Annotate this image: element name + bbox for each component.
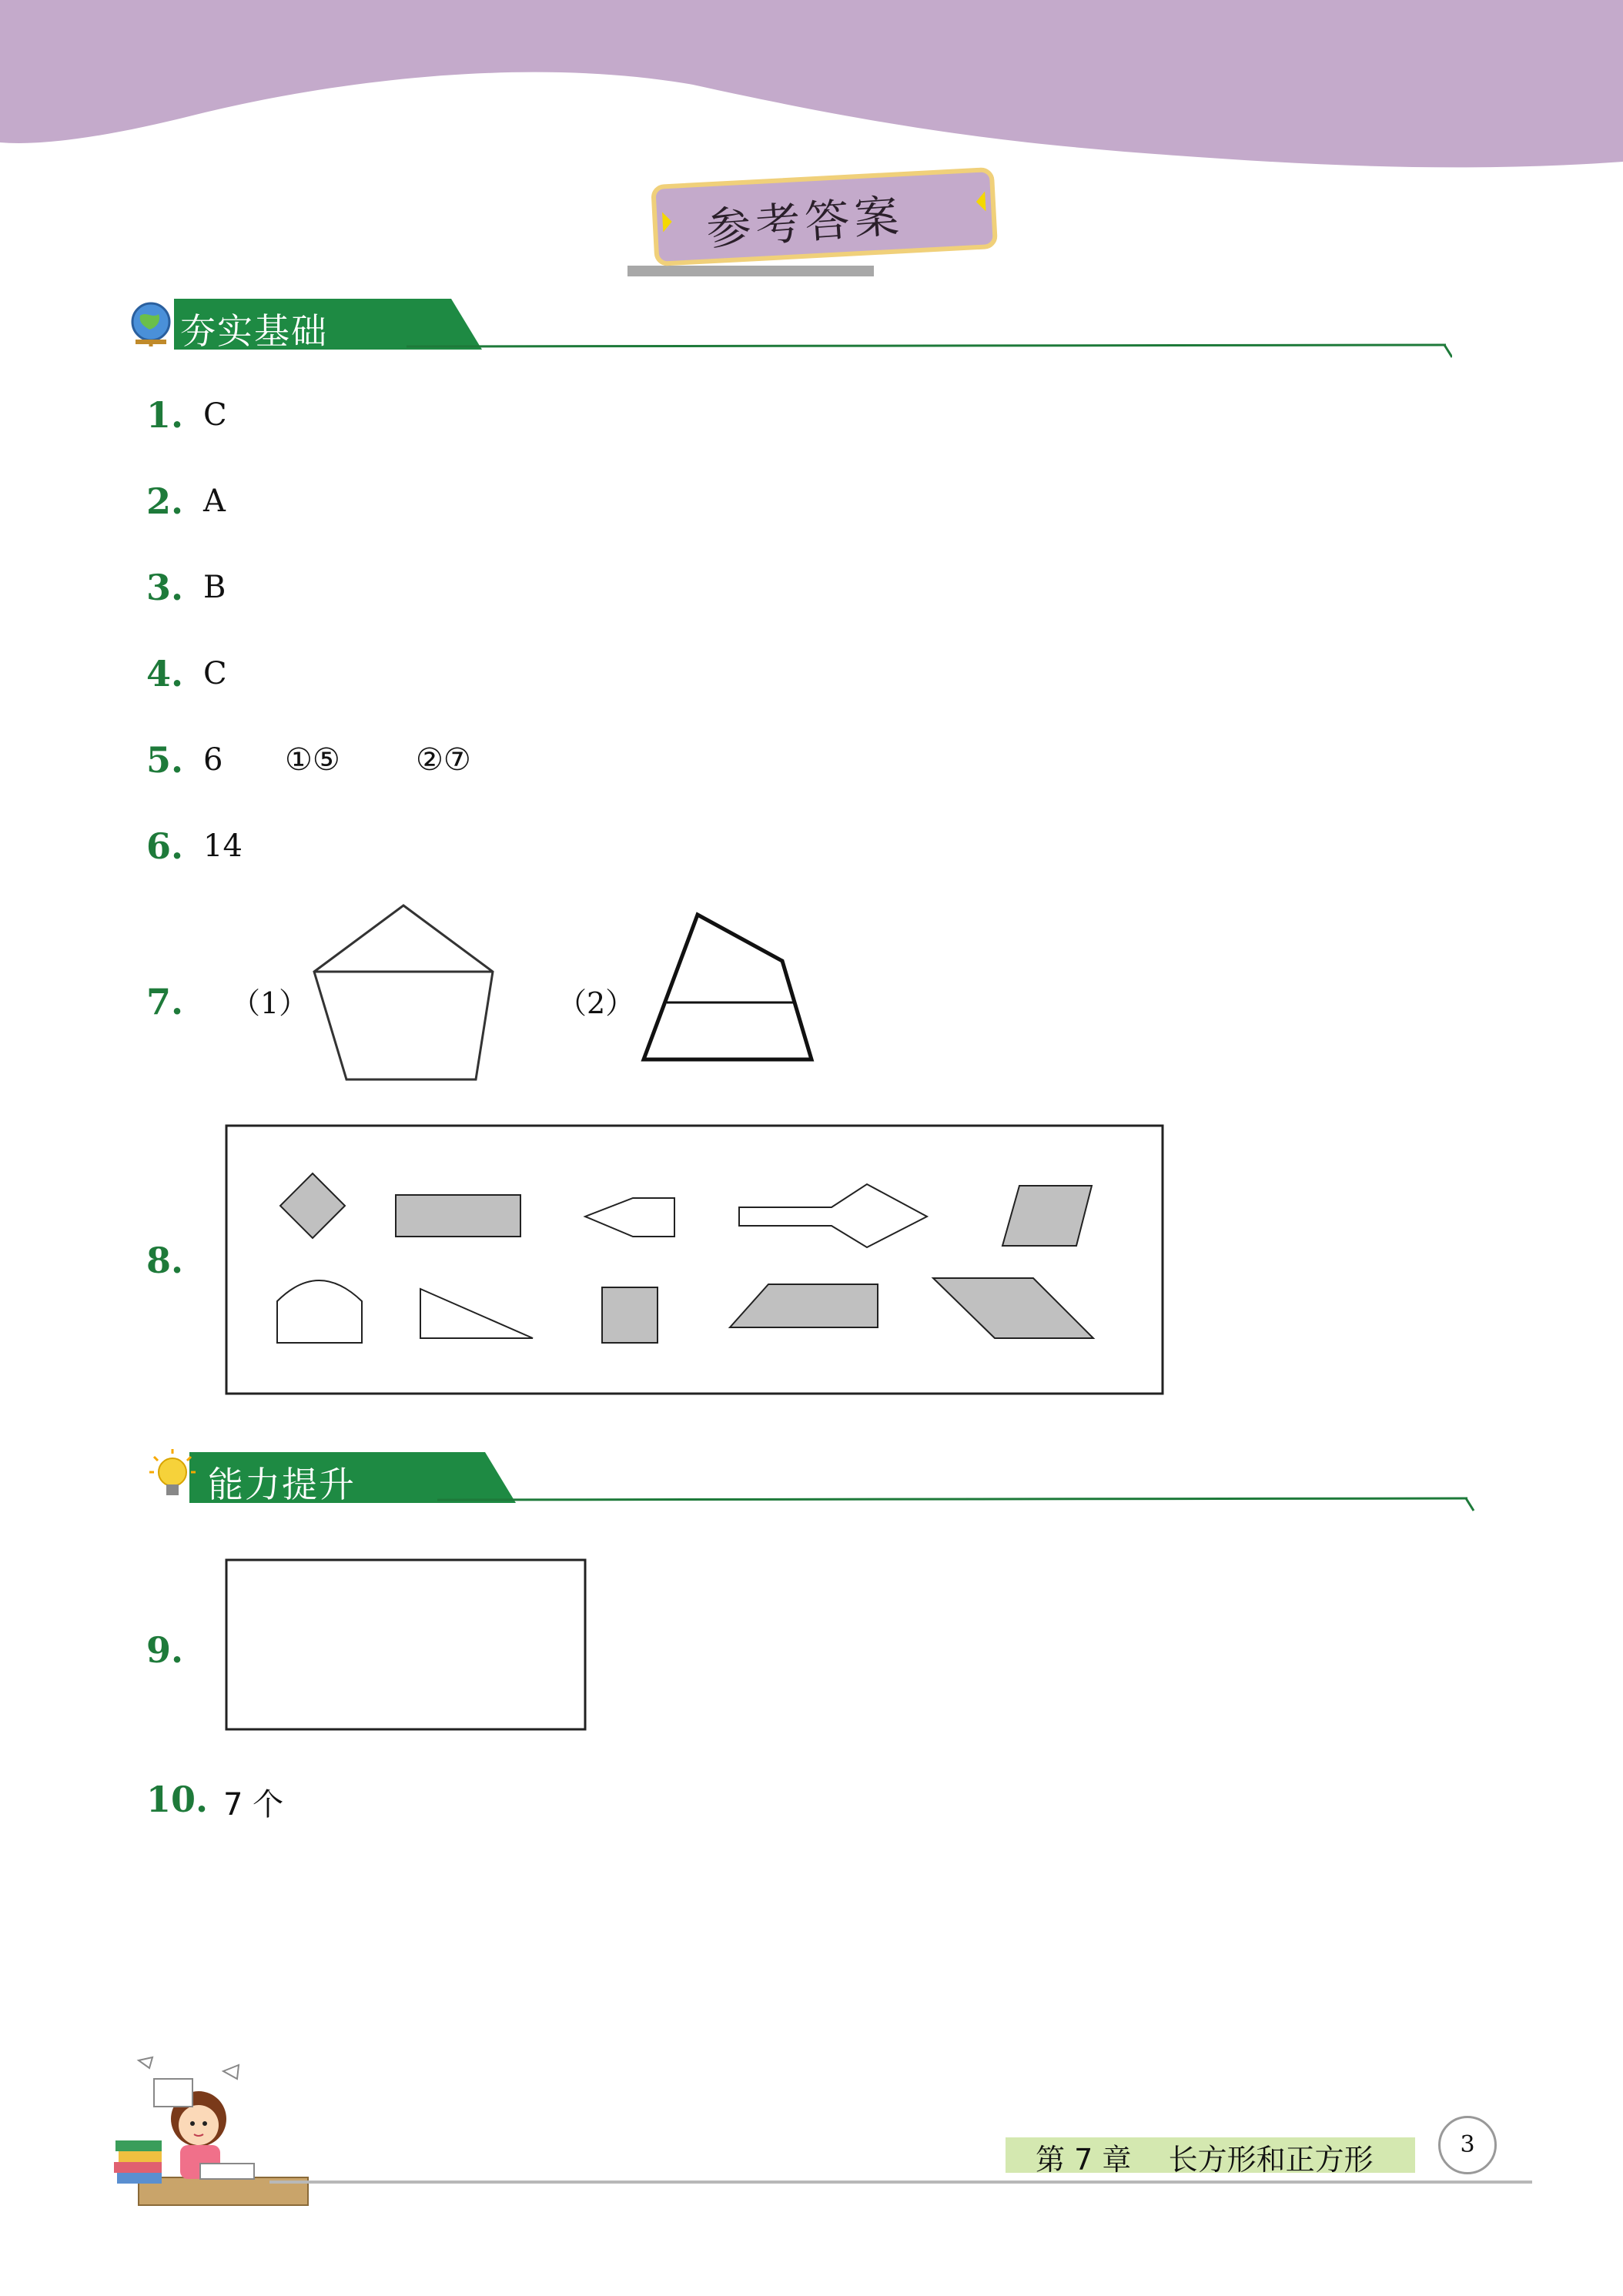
footer-chapter-title: 第 7 章 长方形和正方形 (1036, 2143, 1374, 2177)
triangle-shape (420, 1289, 533, 1338)
question-number-1: 1. (146, 394, 184, 436)
rectangle-shape (396, 1195, 520, 1237)
question-number-6: 6. (146, 825, 184, 867)
answer-2: A (203, 484, 226, 519)
q7-part1-label: （1） (231, 986, 309, 1020)
question-number-8: 8. (146, 1240, 184, 1281)
rectangle-answer-figure (225, 1558, 588, 1732)
header-wave-band (0, 0, 1623, 177)
question-number-5: 5. (146, 739, 184, 781)
quadrilateral-figure (639, 910, 818, 1064)
diamond-shape (280, 1173, 345, 1238)
shapes-box (225, 1124, 1164, 1395)
answer-6: 14 (203, 828, 243, 864)
q7-part2-label: （2） (557, 986, 635, 1020)
answer-10: 7 个 (223, 1787, 284, 1822)
trapezoid-shape (730, 1284, 878, 1327)
answer-5a: 6 (203, 742, 223, 778)
question-number-10: 10. (146, 1779, 209, 1820)
section-label-advanced: 能力提升 (208, 1464, 356, 1505)
square-shape (602, 1287, 658, 1343)
kite-stick-shape (739, 1184, 927, 1247)
question-number-2: 2. (146, 480, 184, 522)
section-label-basic: 夯实基础 (180, 310, 328, 352)
question-number-7: 7. (146, 981, 184, 1022)
question-number-3: 3. (146, 567, 184, 608)
page-number: 3 (1438, 2116, 1497, 2174)
answer-3: B (203, 570, 226, 605)
semicircle-shape (277, 1280, 362, 1343)
girl-reading-illustration (108, 2048, 323, 2217)
answer-4: C (203, 656, 227, 691)
answer-1: C (203, 397, 227, 433)
page-title: 参考答案 (704, 189, 905, 256)
pentagon-figure (308, 901, 500, 1086)
question-number-9: 9. (146, 1629, 184, 1671)
answer-5b: ①⑤ (285, 742, 340, 778)
footer-rule (269, 2179, 1532, 2187)
parallelogram-shape (1002, 1186, 1092, 1246)
pentagon-arrow-shape (585, 1198, 674, 1237)
lightbulb-icon (146, 1446, 200, 1508)
question-number-4: 4. (146, 653, 184, 694)
slanted-parallelogram-shape (933, 1278, 1093, 1338)
answer-5c: ②⑦ (416, 742, 471, 778)
globe-icon (122, 296, 183, 357)
